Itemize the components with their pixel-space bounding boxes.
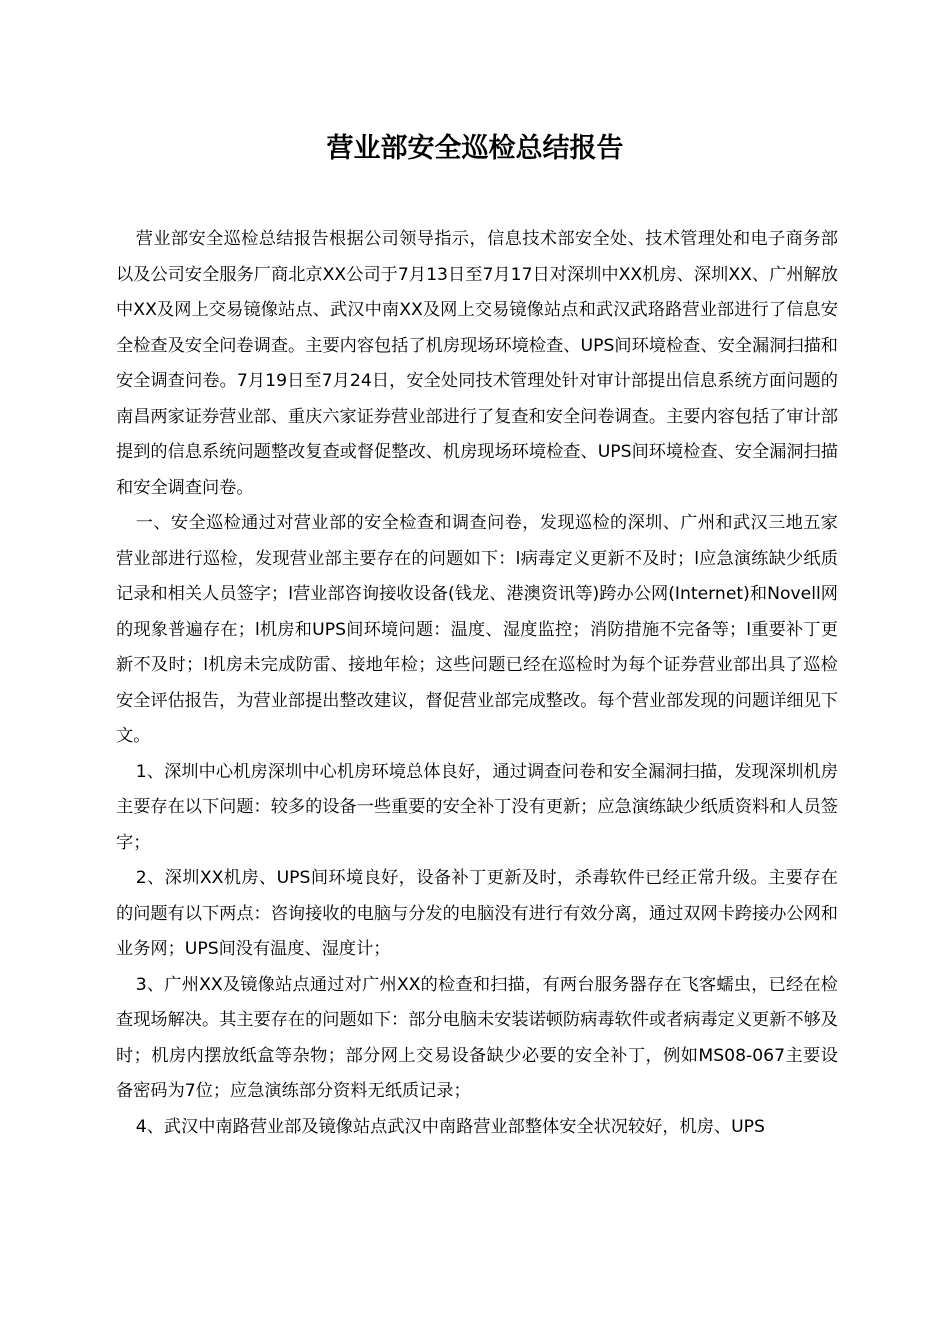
item-2-paragraph: 2、深圳XX机房、UPS间环境良好，设备补丁更新及时，杀毒软件已经正常升级。主要存在的问题有以下两点：咨询接收的电脑与分发的电脑没有进行有效分离，通过双网卡跨接办公网和业务网；UPS间没有温度、湿度计；	[116, 868, 838, 959]
item-1-paragraph: 1、深圳中心机房深圳中心机房环境总体良好，通过调查问卷和安全漏洞扫描，发现深圳机房主要存在以下问题：较多的设备一些重要的安全补丁没有更新；应急演练缺少纸质资料和人员签字；	[116, 761, 838, 853]
document-title: 营业部安全巡检总结报告	[326, 133, 624, 164]
section-one-paragraph: 一、安全巡检通过对营业部的安全检查和调查问卷，发现巡检的深圳、广州和武汉三地五家营业部进行巡检，发现营业部主要存在的问题如下：l病毒定义更新不及时；l应急演练缺少纸质记录和相关人员签字；l营业部咨询接收设备(钱龙、港澳资讯等)跨办公网(Internet)和Novell网的现象普遍存在；l机房和UPS间环境问题：温度、湿度监控；消防措施不完备等；l重要补丁更新不及时；l机房未完成防雷、接地年检；这些问题已经在巡检时为每个证券营业部出具了巡检安全评估报告，为营业部提出整改建议，督促营业部完成整改。每个营业部发现的问题详细见下文。	[116, 513, 838, 746]
intro-paragraph: 营业部安全巡检总结报告根据公司领导指示，信息技术部安全处、技术管理处和电子商务部以及公司安全服务厂商北京XX公司于7月13日至7月17日对深圳中XX机房、深圳XX、广州解放中XX及网上交易镜像站点、武汉中南XX及网上交易镜像站点和武汉武珞路营业部进行了信息安全检查及安全问卷调查。主要内容包括了机房现场环境检查、UPS间环境检查、安全漏洞扫描和安全调查问卷。7月19日至7月24日，安全处同技术管理处针对审计部提出信息系统方面问题的南昌两家证券营业部、重庆六家证券营业部进行了复查和安全问卷调查。主要内容包括了审计部提到的信息系统问题整改复查或督促整改、机房现场环境检查、UPS间环境检查、安全漏洞扫描和安全调查问卷。	[116, 229, 838, 498]
item-3-paragraph: 3、广州XX及镜像站点通过对广州XX的检查和扫描，有两台服务器存在飞客蠕虫，已经在检查现场解决。其主要存在的问题如下：部分电脑未安装诺顿防病毒软件或者病毒定义更新不够及时；机房内摆放纸盒等杂物；部分网上交易设备缺少必要的安全补丁，例如MS08-067主要设备密码为7位；应急演练部分资料无纸质记录；	[116, 974, 838, 1101]
document-body	[116, 222, 838, 1145]
item-4-paragraph: 4、武汉中南路营业部及镜像站点武汉中南路营业部整体安全状况较好，机房、UPS	[135, 1116, 765, 1137]
